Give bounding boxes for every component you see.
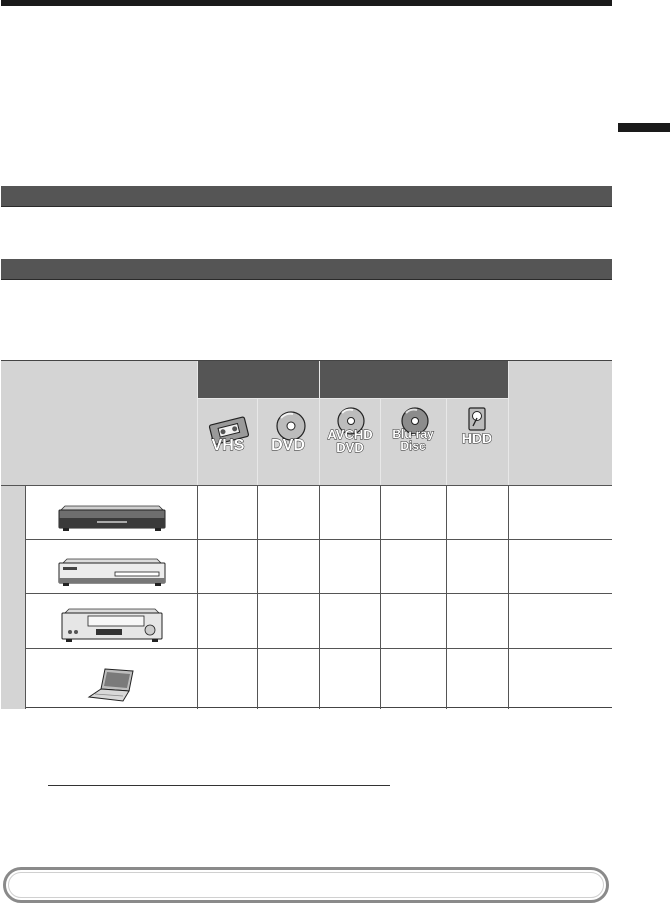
dvd-disc-icon: [261, 409, 315, 459]
group-header-left: [197, 361, 319, 398]
note-box: [3, 867, 609, 903]
media-label-avchd-dvd: AVCHD DVD: [327, 427, 373, 455]
note-box-inner: [8, 872, 604, 898]
row-group-label: [1, 486, 25, 709]
dvd-recorder-icon: [57, 558, 167, 593]
media-label-dvd: DVD: [271, 437, 305, 454]
vhs-cassette-icon: [201, 409, 255, 459]
footnote-rule: [48, 785, 390, 786]
blu-ray-disc-icon: [386, 406, 440, 456]
laptop-computer-icon: [87, 667, 137, 708]
table-corner-header: [1, 361, 197, 486]
chapter-side-tab: [618, 123, 670, 132]
media-label-hdd: HDD: [461, 430, 493, 446]
group-header-right: [319, 361, 508, 398]
section-header-bar-2: [1, 259, 612, 280]
section-header-bar-1: [1, 186, 612, 207]
top-rule: [1, 0, 612, 6]
media-label-blu-ray-disc: Blu-ray Disc: [392, 427, 434, 453]
vcr-icon: [60, 608, 164, 649]
blu-ray-recorder-icon: [57, 504, 167, 539]
table-last-header: [508, 361, 612, 486]
compatibility-table: [1, 360, 612, 708]
avchd-dvd-disc-icon: [323, 406, 377, 456]
media-label-vhs: VHS: [211, 437, 245, 454]
hdd-icon: [450, 406, 504, 456]
